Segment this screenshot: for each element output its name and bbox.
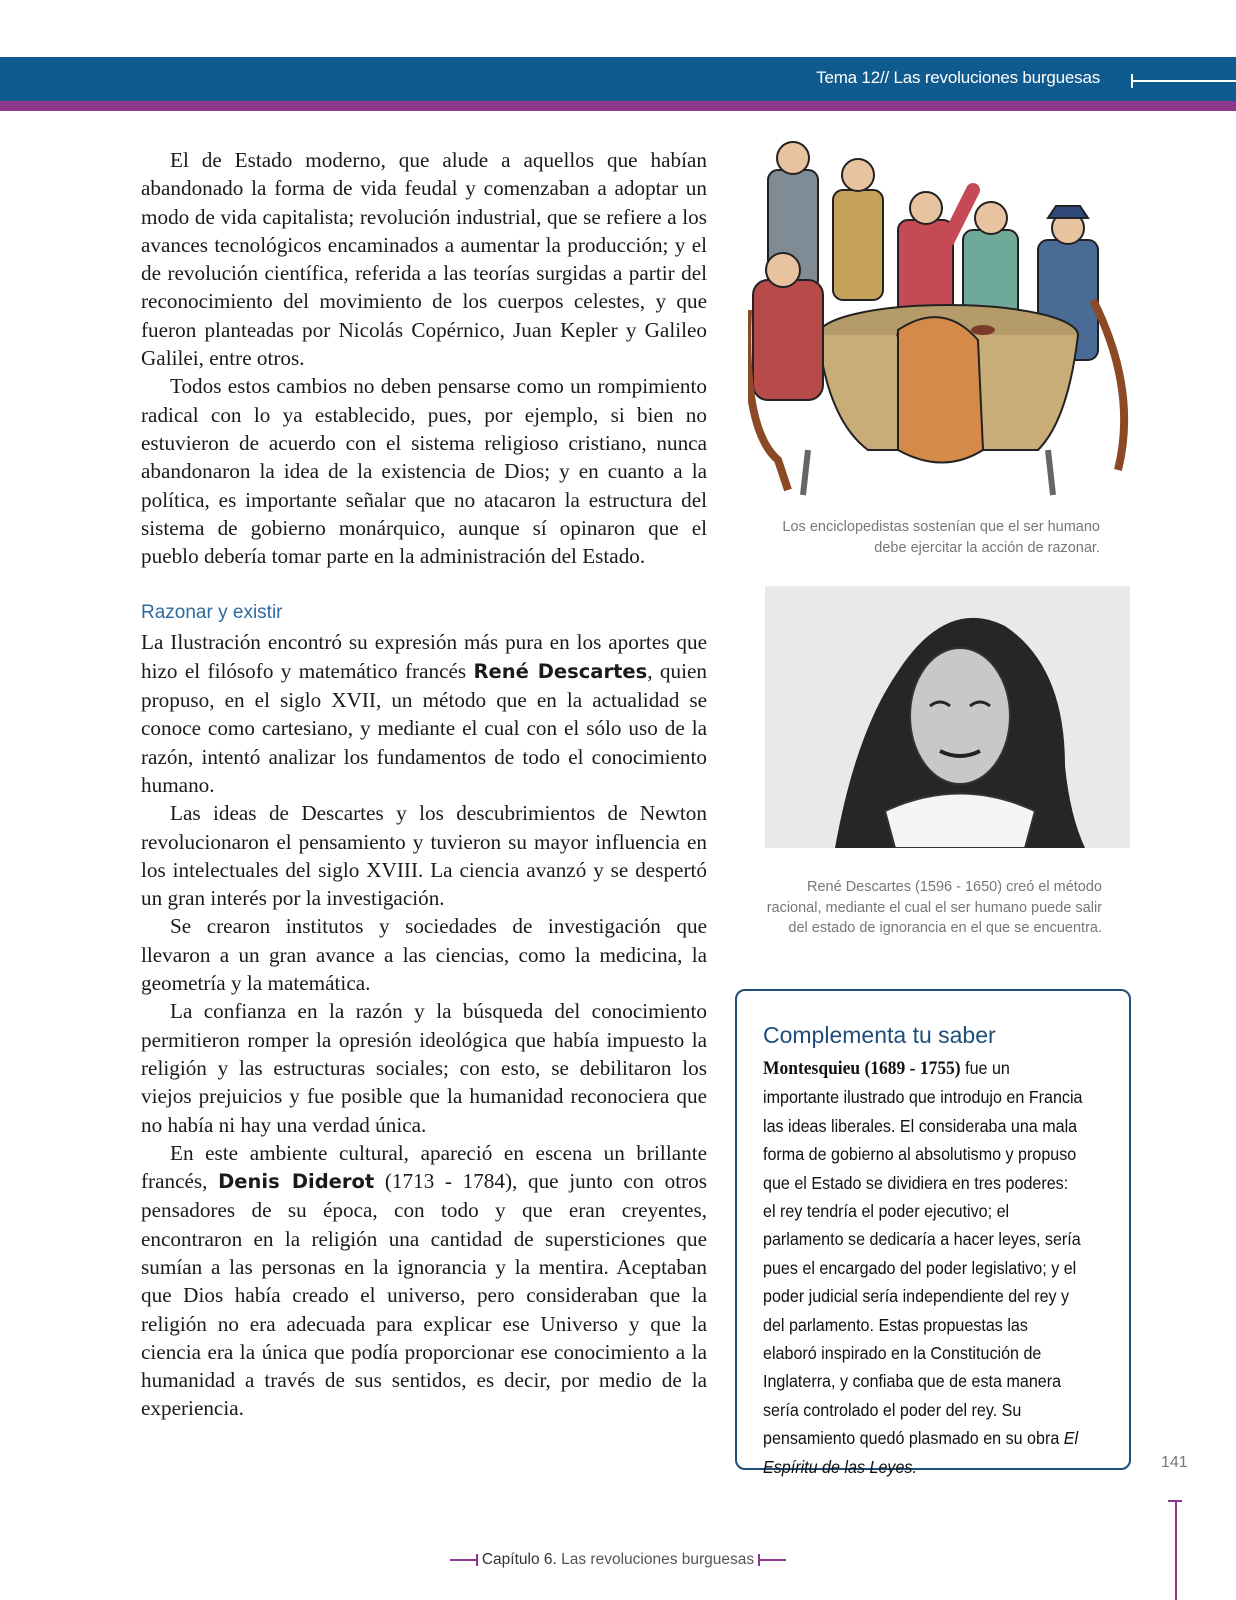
bold-diderot: Denis Diderot bbox=[218, 1170, 375, 1194]
paragraph-2: Todos estos cambios no deben pensarse como un rompimiento radical con lo ya establecido, pues, por ejemplo, si bien no estuvieron de acuerdo con el sistema religioso cristiano, nunca abandonaron la idea de la existencia de Dios; y en cuanto a la política, es importante señalar que no atacaron la estructura del sistema de gobierno monárquico, aunque sí opinaron que el pueblo debería tomar parte en la administración del Estado. bbox=[141, 374, 707, 569]
header-accent-stripe bbox=[0, 101, 1236, 111]
page-number: 141 bbox=[1161, 1454, 1188, 1471]
page-footer bbox=[0, 1551, 1236, 1569]
paragraph-6: La confianza en la razón y la búsqueda del conocimiento permitieron romper la opresión ideológica que había impuesto la religión y las estructuras sociales; con esto, se debilitaron los viejos prejuicios y fue posible que la humanidad reconociera que no había ni hay una verdad única. bbox=[141, 999, 707, 1137]
margin-rule bbox=[1175, 1500, 1177, 1600]
descartes-portrait bbox=[765, 586, 1130, 848]
bold-descartes: René Descartes bbox=[473, 659, 648, 683]
paragraph-1: El de Estado moderno, que alude a aquellos que habían abandonado la forma de vida feudal y comenzaban a adoptar un modo de vida capitalista; revolución industrial, que se refiere a los avances tecnológicos encaminados a aumentar la producción; y el de revolución científica, referida a las teorías surgidas a partir del reconocimiento del movimiento de los cuerpos celestes, y que fueron planteadas por Nicolás Copérnico, Juan Kepler y Galileo Galilei, entre otros. bbox=[141, 148, 707, 371]
complementa-title: Complementa tu saber bbox=[763, 1022, 996, 1048]
paragraph-3: La Ilustración encontró su expresión más pura en los aportes que hizo el filósofo y matemático francés René Descartes, quien propuso, en el siglo XVII, un método que en la actualidad se conoce como cartesiano, y mediante el cual con el sólo uso de la razón, intentó analizar los fundamentos de todo el conocimiento humano. bbox=[141, 630, 707, 797]
footer-chapter: Capítulo 6. bbox=[481, 1551, 557, 1568]
paragraph-5: Se crearon institutos y sociedades de investigación que llevaron a un gran avance a las ciencias, como la medicina, la geometría y la matemática. bbox=[141, 914, 707, 996]
illustration-caption: Los enciclopedistas sostenían que el ser humano debe ejercitar la acción de razonar. bbox=[782, 519, 1100, 556]
header-title: Tema 12// Las revoluciones burguesas bbox=[816, 68, 1100, 87]
main-text-column bbox=[141, 146, 707, 1423]
bold-montesquieu: Montesquieu (1689 - 1755) bbox=[763, 1058, 961, 1079]
portrait-caption: René Descartes (1596 - 1650) creó el método racional, mediante el cual el ser humano puede salir del estado de ignorancia en el que se encuentra. bbox=[766, 879, 1102, 936]
encyclopedists-illustration bbox=[748, 130, 1132, 500]
book-title: El Espíritu de las Leyes. bbox=[763, 1428, 1079, 1477]
header-rule bbox=[1132, 80, 1236, 82]
section-heading: Razonar y existir bbox=[141, 602, 283, 624]
paragraph-4: Las ideas de Descartes y los descubrimientos de Newton revolucionaron el pensamiento y tuvieron su mayor influencia en los intelectuales del siglo XVIII. La ciencia avanzó y se despertó un gran interés por la investigación. bbox=[141, 801, 707, 911]
paragraph-7: En este ambiente cultural, apareció en escena un brillante francés, Denis Diderot (1713 - 1784), que junto con otros pensadores de su época, con todo y que eran creyentes, encontraron en la religión una cantidad de supersticiones que sumían a las personas en la ignorancia y la mentira. Aceptaban que Dios había creado el universo, pero consideraban que la religión no era adecuada para explicar ese Universo y que la ciencia era la única que podía proporcionar ese conocimiento a la humanidad a través de sus sentidos, es decir, por medio de la experiencia. bbox=[141, 1140, 708, 1421]
footer-rule-right bbox=[758, 1559, 786, 1561]
complementa-body: Montesquieu (1689 - 1755) fue un importante ilustrado que introdujo en Francia las ideas liberales. El consideraba una mala forma de gobierno al absolutismo y propuso que el Estado se dividiera en tres poderes: el rey tendría el poder ejecutivo; el parlamento se dedicaría a hacer leyes, sería pues el encargado del poder legislativo; y el poder judicial sería independiente del rey y del parlamento. Estas propuestas las elaboró inspirado en la Constitución de Inglaterra, y confiaba que de esta manera sería controlado el poder del rey. Su pensamiento quedó plasmado en su obra El Espíritu de las Leyes. bbox=[763, 1058, 1083, 1477]
footer-title: Las revoluciones burguesas bbox=[561, 1551, 755, 1568]
footer-rule-left bbox=[450, 1559, 478, 1561]
